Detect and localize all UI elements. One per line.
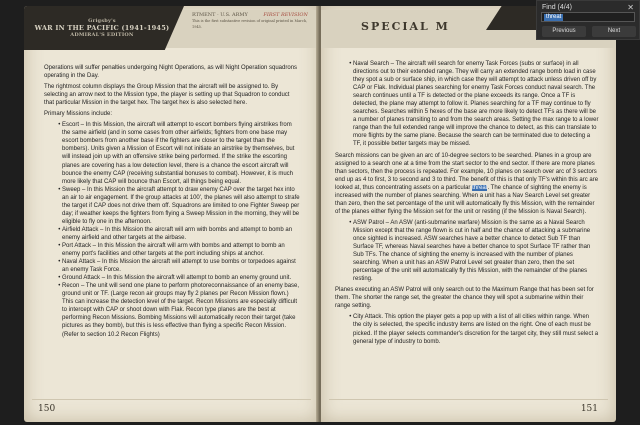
list-item: • Recon – The unit will send one plane to perform photoreconnaissance of an enemy base, ground unit or TF. (Large recon air groups may fly 2 planes per Recon Mission flown.) This can increase the detection level of the target. Recon Missions are especially difficult to intercept with CAP or shoot down with Flak. Recon type planes are the best at performing Recon Missions. Bombing Missions will automatically recon their target (take pictures as they bomb), but this is less effective than flying a specific Recon Mission. (Refer to section 10.2 Recon Flights) xyxy=(62,282,300,338)
header-doc-snippet xyxy=(192,12,312,30)
text-span: Search missions can be given an arc of 10-degree sectors to be searched. Planes in a group are assigned to a search one at a time from the start sector to the end sector. If there are more planes than sectors, then the process is repeated. For example, 10 planes on search over arc of 3 sectors end up as 4 to first, 3 to second and 3 to third. The benefit of this is that only TF's within this arc are looked at, thus concentrating assets on a particular xyxy=(335,152,599,191)
paragraph xyxy=(335,152,599,216)
doc-snippet-text: RTMENT · U.S. ARMY xyxy=(192,12,248,18)
find-previous-button[interactable]: Previous xyxy=(542,26,586,37)
logo-main-text: WAR IN THE PACIFIC (1941-1945) xyxy=(34,24,170,32)
list-item: • Escort – In this Mission, the aircraft will attempt to escort bombers flying airstrikes from the same airfield (and in some cases from other airfields; fighters from one base may escort bombers from another base if the fighters are closer to the target than the bombers). Units given a Mission of Escort will not initiate an airstrike by themselves, but will instead join up with an offensive strike being performed. If the strike the escorting planes are covering has a low detection level, there is a chance the escort aircraft will bounce the enemy CAP (receiving substantial bonuses to combat). However, it is much more likely that CAP will bounce than Escort, all things being equal. xyxy=(62,121,300,185)
right-text-column xyxy=(335,60,599,349)
doc-revision-text: FIRST REVISION xyxy=(263,12,308,18)
paragraph: Operations will suffer penalties undergoing Night Operations, as will Night Operation squadrons operating in the Day. xyxy=(44,65,298,80)
right-page xyxy=(321,6,616,422)
logo-sub-text: ADMIRAL'S EDITION xyxy=(70,32,134,38)
left-text-column xyxy=(44,64,300,342)
doc-note-text: This is the first substantive revision of original printed in March, 1945. xyxy=(192,19,308,29)
list-item: • City Attack. This option the player gets a pop up with a list of all cities within range. When the city is selected, the specific industry items are listed on the right. One of each must be picked. If the player selects commander's discretion for the target city, they still must select a general type of industry to bomb. xyxy=(353,313,599,345)
footer-divider xyxy=(329,399,608,400)
game-logo xyxy=(32,18,172,38)
paragraph: Planes executing an ASW Patrol will only search out to the Maximum Range that has been set for them. The shorter the range set, the greater the chance they will spot a submarine within their range setting. xyxy=(335,287,594,310)
close-icon[interactable]: ✕ xyxy=(627,3,634,12)
list-item: • Naval Attack – In this Mission the aircraft will attempt to use bombs or torpedoes against an enemy Task Force. xyxy=(62,258,300,274)
text-span: . The chance of sighting the enemy is increased with the number of planes searching. When a unit has a Nav Search Level set greater than zero, then the set percentage of the unit will automatically fly this Mission, with the remainder of the planes either flying the Mission set for the unit or resting (if the Mission is Naval Search). xyxy=(335,184,595,215)
search-list xyxy=(335,60,599,149)
list-item: • ASW Patrol – An ASW (anti-submarine warfare) Mission is the same as a Naval Search Mission except that the range flown is cut in half and the chance of attacking a submarine once sighted is increased. ASW searches have a better chance to detect Sub TF than Surface TF, whereas Naval searches have a better chance to spot Surface TF rather than Sub TFs. The chance of sighting the enemy is increased with the number of planes searching. When a unit has an ASW Patrol Level set greater than zero, then the set percentage of the unit will automatically fly this Mission, with the remainder of the planes resting. xyxy=(353,219,599,283)
special-header-text: SPECIAL M xyxy=(361,20,450,33)
list-item: • Port Attack – In this Mission the aircraft will arm with bombs and attempt to bomb an enemy port's facilities and other targets at the port including ships at anchor. xyxy=(62,242,300,258)
find-title: Find (4/4) xyxy=(542,4,572,11)
missions-list xyxy=(44,121,300,338)
logo-small-text: Grigsby's xyxy=(88,18,116,24)
left-page xyxy=(24,6,319,422)
find-input[interactable] xyxy=(541,12,635,22)
missions-heading: Primary Missions include: xyxy=(44,111,113,118)
list-item: • Ground Attack – In this Mission the aircraft will attempt to bomb an enemy ground unit. xyxy=(62,274,300,282)
find-dialog xyxy=(536,0,640,40)
city-list xyxy=(335,313,599,345)
find-query-text: threat xyxy=(546,14,562,20)
list-item: • Naval Search – The aircraft will search for enemy Task Forces (subs or surface) in all directions out to their extended range. They will carry an extended range bomb load in case they spot a sub or surface ship, in which case they will attempt to attack unless driven off by CAP or Flak. Individual planes searching for enemy Task Forces conduct naval search. The search continues until a TF is detected or the plane exceeds its range. Once a TF is detected, the plane may attempt to follow it. Planes searching for a TF may continue to fly searches. Searches within 5 hexes of the base are more likely to detect TFs as there will be a number of planes transiting to and from the search areas. Setting the max range to a lower range than the full extended range will improve the chance to detect, as this can translate to more flights by the same plane. Because the search can be terminated due to detecting a TF, it possible better targets may be missed. xyxy=(353,60,599,149)
page-number: 150 xyxy=(38,404,56,414)
search-highlight: threat xyxy=(472,184,488,191)
book-spread xyxy=(24,6,616,422)
asw-list xyxy=(335,219,599,283)
paragraph: The rightmost column displays the Group Mission that the aircraft will be assigned to. By selecting an arrow next to the Mission type, the player is setting up that Squadron to conduct that particular Mission in the target hex. The target hex is also selected here. xyxy=(44,84,290,107)
page-number: 151 xyxy=(580,404,598,414)
list-item: • Airfield Attack – In this Mission the aircraft will arm with bombs and attempt to bomb an enemy airfield and other targets at the airbase. xyxy=(62,226,300,242)
find-next-button[interactable]: Next xyxy=(592,26,636,37)
list-item: • Sweep – In this Mission the aircraft attempt to draw enemy CAP over the target hex into an air to air engagement. If the group attacks at 100', the planes will also attempt to strafe the target if CAP does not drive them off. Squadrons are limited to one Fighter Sweep per day; if weather keeps the fighters from flying a Sweep Mission in the morning, they will be eligible to fly one in the afternoon. xyxy=(62,186,300,226)
footer-divider xyxy=(32,399,311,400)
